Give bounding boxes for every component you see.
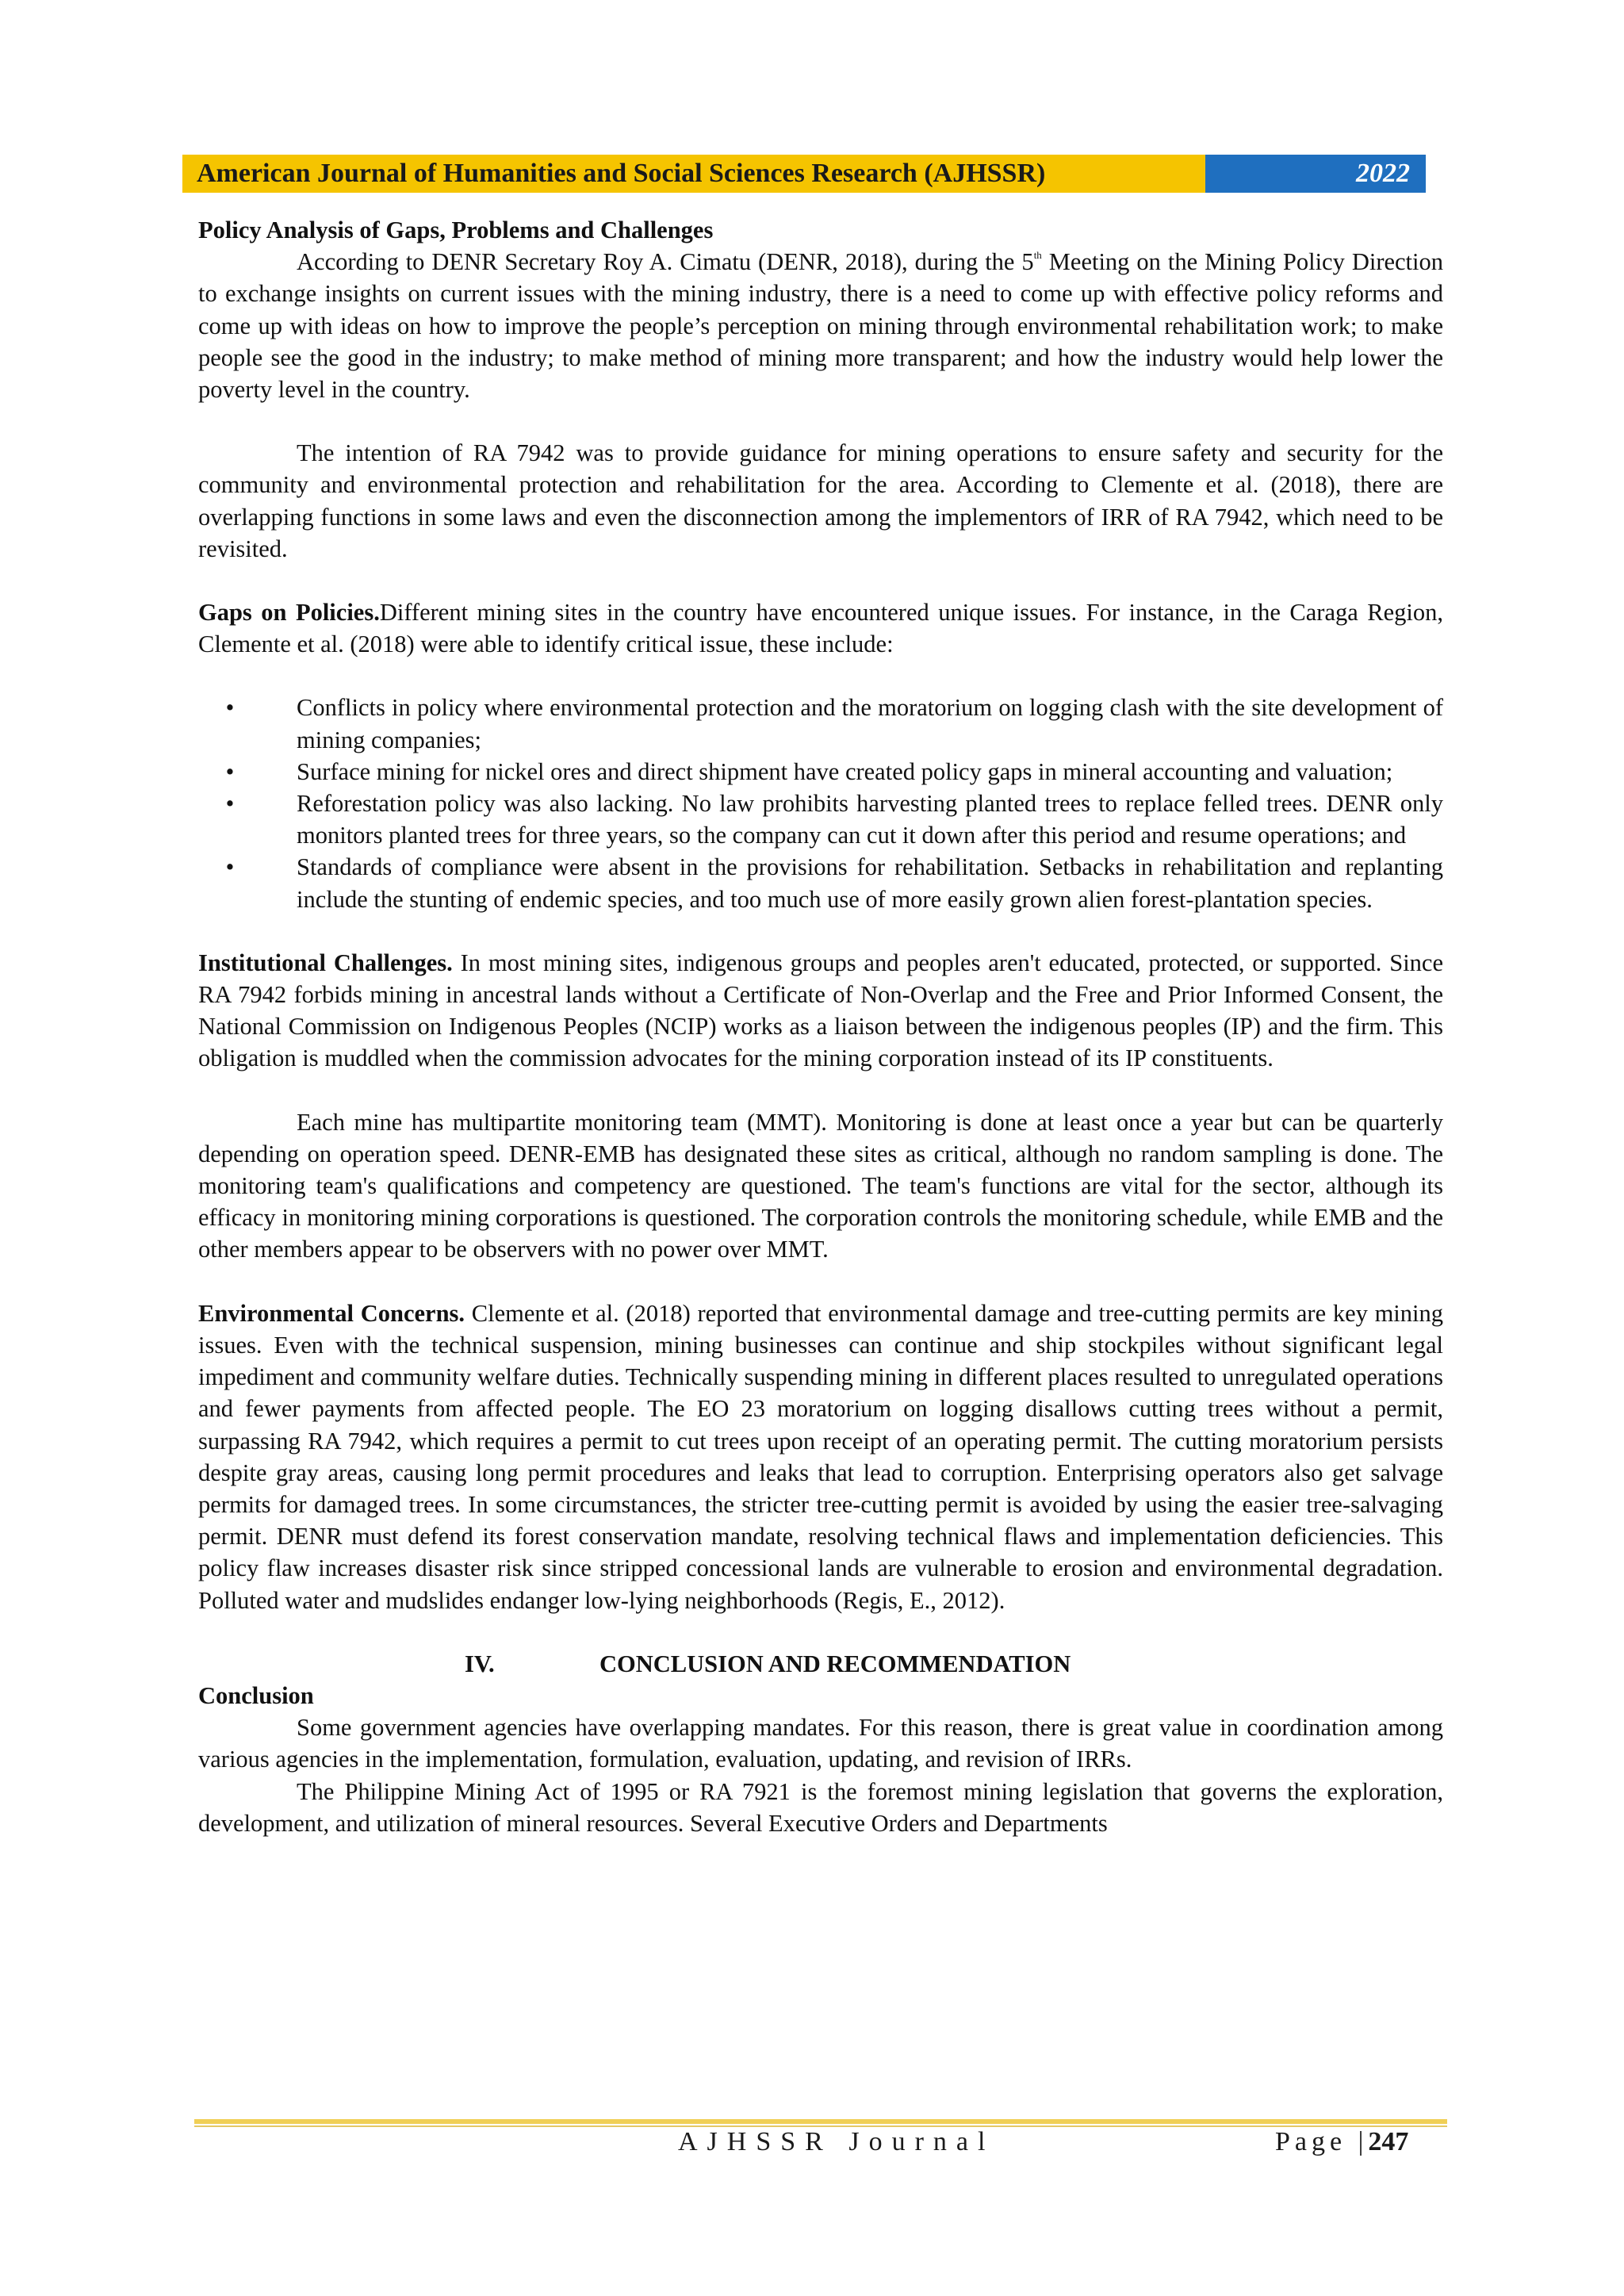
run-in-heading-institutional: Institutional Challenges. [198,949,453,976]
paragraph-ra7942-intention: The intention of RA 7942 was to provide guidance for mining operations to ensure safety and security for the community and environmental protection and rehabilitation for the area. According to Clemente et al. (2018), there are overlapping functions in some laws and even the disconnection among the implementors of IRR of RA 7942, which need to be revisited. [198,439,1443,562]
list-item: • Conflicts in policy where environmental protection and the moratorium on logging clash with the site development of mining companies; [198,692,1443,755]
paragraph-mmt: Each mine has multipartite monitoring team (MMT). Monitoring is done at least once a year but can be quarterly depending on operation speed. DENR-EMB has designated these sites as critical, although no random sampling is done. The monitoring team's qualifications and competency are questioned. The team's functions are vital for the sector, although its efficacy in monitoring mining corporations is questioned. The corporation controls the monitoring schedule, while EMB and the other members appear to be observers with no power over MMT. [198,1108,1443,1263]
section-title-policy-analysis: Policy Analysis of Gaps, Problems and Challenges [198,217,714,243]
paragraph-overlapping-mandates: Some government agencies have overlapping mandates. For this reason, there is great value in coordination among various agencies in the implementation, formulation, evaluation, updating, and revision of IRRs. [198,1714,1443,1773]
section-number: IV. [465,1650,495,1677]
subheading-conclusion: Conclusion [198,1681,314,1709]
footer-page [1275,2127,1408,2157]
bullet-icon: • [225,790,235,818]
list-item: • Surface mining for nickel ores and direct shipment have created policy gaps in mineral accounting and valuation; [198,756,1443,788]
page-label: Page | [1275,2127,1369,2156]
journal-header [182,155,1426,193]
footer-rule [194,2119,1447,2124]
journal-title: American Journal of Humanities and Social Sciences Research (AJHSSR) [182,155,1205,193]
journal-year: 2022 [1205,155,1426,193]
footer-journal-name: AJHSSR Journal [678,2127,995,2156]
section-heading-conclusion [198,1648,1443,1680]
paragraph-mining-act: The Philippine Mining Act of 1995 or RA 7921 is the foremost mining legislation that governs the exploration, development, and utilization of mineral resources. Several Executive Orders and Departments [198,1777,1443,1837]
run-in-heading-gaps: Gaps on Policies. [198,599,380,627]
paragraph-cimatu: According to DENR Secretary Roy A. Cimatu (DENR, 2018), during the 5th Meeting on the Mining Policy Direction to exchange insights on current issues with the mining industry, there is a need to come up with effective policy reforms and come up with ideas on how to improve the people’s perception on mining through environmental rehabilitation work; to make people see the good in the industry; to make method of mining more transparent; and how the industry would help lower the poverty level in the country. [198,248,1443,404]
page-number: 247 [1368,2127,1409,2156]
list-item: • Reforestation policy was also lacking. No law prohibits harvesting planted trees to replace felled trees. DENR only monitors planted trees for three years, so the company can cut it down after this period and resume operations; and [198,788,1443,851]
bullet-icon: • [225,757,235,785]
article-body [198,214,1443,1839]
list-item: • Standards of compliance were absent in the provisions for rehabilitation. Setbacks in rehabilitation and replanting include the stunting of endemic species, and too much use of more easily grown alien forest-plantation species. [198,851,1443,914]
superscript-th: th [1033,249,1042,262]
bullet-icon: • [225,853,235,881]
section-title: CONCLUSION AND RECOMMENDATION [599,1650,1071,1677]
run-in-heading-environmental: Environmental Concerns. [198,1299,465,1327]
gaps-bullet-list [198,692,1443,914]
paragraph-environmental-concerns: Environmental Concerns. Clemente et al. (2018) reported that environmental damage and tree-cutting permits are key mining issues. Even with the technical suspension, mining businesses can continue and ship stockpiles without significant legal impediment and community welfare duties. Technically suspending mining in different places resulted to unregulated operations and fewer payments from affected people. The EO 23 moratorium on logging disallows cutting trees without a permit, surpassing RA 7942, which requires a permit to cut trees upon receipt of an operating permit. The cutting moratorium persists despite gray areas, causing long permit procedures and leaks that lead to corruption. Enterprising operators also get salvage permits for damaged trees. In some circumstances, the stricter tree-cutting permit is avoided by using the easier tree-salvaging permit. DENR must defend its forest conservation mandate, resolving technical flaws and implementation deficiencies. This policy flaw increases disaster risk since stripped concessional lands are vulnerable to erosion and environmental degradation. Polluted water and mudslides endanger low-lying neighborhoods (Regis, E., 2012). [198,1299,1443,1614]
bullet-icon: • [225,694,235,722]
paragraph-institutional-challenges: Institutional Challenges. In most mining sites, indigenous groups and peoples aren't educated, protected, or supported. Since RA 7942 forbids mining in ancestral lands without a Certificate of Non-Overlap and the Free and Prior Informed Consent, the National Commission on Indigenous Peoples (NCIP) works as a liaison between the indigenous peoples (IP) and the firm. This obligation is muddled when the commission advocates for the mining corporation instead of its IP constituents. [198,949,1443,1072]
paragraph-gaps-on-policies: Gaps on Policies.Different mining sites in the country have encountered unique issues. For instance, in the Caraga Region, Clemente et al. (2018) were able to identify critical issue, these include: [198,599,1443,658]
